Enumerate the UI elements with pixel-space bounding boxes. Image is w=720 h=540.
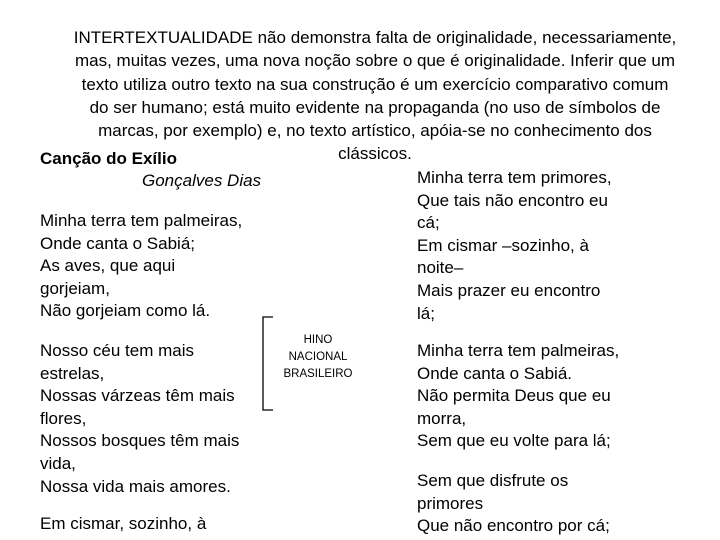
right-stanza-1 [417, 167, 612, 325]
intro-line: marcas, por exemplo) e, no texto artístico, apóia-se no conhecimento dos [98, 121, 652, 141]
verse-line: gorjeiam, [40, 278, 110, 298]
verse-line: Sem que disfrute os [417, 471, 569, 490]
verse-line: Onde canta o Sabiá; [40, 233, 196, 253]
hino-line: NACIONAL [288, 351, 348, 363]
verse-line: Sem que eu volte para lá; [417, 431, 611, 451]
hino-line: HINO [303, 334, 333, 346]
verse-line: Não permita Deus que eu [417, 386, 611, 406]
verse-line: As aves, que aqui [40, 256, 176, 276]
verse-line: estrelas, [40, 363, 105, 383]
poem-author: Gonçalves Dias [142, 171, 262, 190]
hino-nacional-label [282, 332, 354, 383]
intro-paragraph [40, 26, 710, 166]
poem-title: Canção do Exílio [40, 149, 177, 168]
intro-line: clássicos. [338, 144, 412, 164]
verse-line: noite– [417, 258, 464, 278]
verse-line: vida, [40, 453, 76, 473]
verse-line: Nossa vida mais amores. [40, 476, 231, 496]
verse-line: Em cismar –sozinho, à [417, 235, 589, 255]
verse-line: Minha terra tem palmeiras, [40, 211, 243, 230]
verse-line: Que tais não encontro eu [417, 190, 608, 210]
verse-line: Minha terra tem primores, [417, 168, 612, 187]
right-stanza-2 [417, 340, 619, 453]
left-stanza-1 [40, 210, 242, 323]
verse-line: Em cismar, sozinho, à [40, 514, 207, 533]
verse-line: Não gorjeiam como lá. [40, 301, 211, 321]
intro-line: INTERTEXTUALIDADE não demonstra falta de originalidade, necessariamente, [73, 28, 677, 47]
verse-line: Onde canta o Sabiá. [417, 363, 573, 383]
right-stanza-3 [417, 470, 610, 538]
verse-line: cá; [417, 213, 440, 233]
verse-line: morra, [417, 408, 467, 428]
hino-line: BRASILEIRO [283, 368, 353, 380]
bracket-shape [262, 316, 274, 412]
verse-line: primores [417, 493, 484, 513]
verse-line: Mais prazer eu encontro [417, 280, 601, 300]
verse-line: Que não encontro por cá; [417, 516, 610, 536]
verse-line: lá; [417, 303, 435, 323]
intro-line: texto utiliza outro texto na sua construção é um exercício comparativo comum [81, 74, 669, 94]
left-stanza-3 [40, 513, 206, 536]
verse-line: flores, [40, 408, 87, 428]
verse-line: Nossos bosques têm mais [40, 431, 240, 451]
verse-line: Minha terra tem palmeiras, [417, 341, 620, 360]
left-stanza-2 [40, 340, 239, 498]
intro-line: do ser humano; está muito evidente na propaganda (no uso de símbolos de [89, 97, 661, 117]
verse-line: Nossas várzeas têm mais [40, 386, 235, 406]
intro-line: mas, muitas vezes, uma nova noção sobre o que é originalidade. Inferir que um [74, 51, 676, 71]
verse-line: Nosso céu tem mais [40, 341, 194, 360]
